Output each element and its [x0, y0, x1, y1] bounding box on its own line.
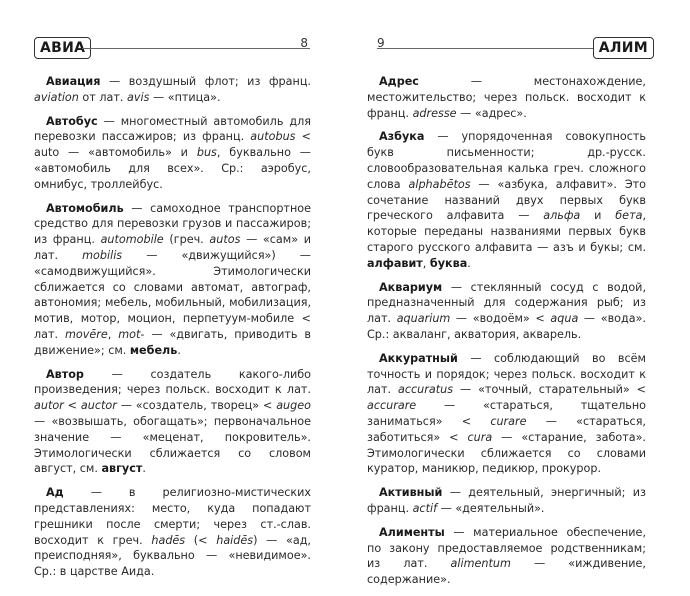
definition-text: — «азбука, алфавит». Это сочетание названий двух первых букв греческого алфавита —: [367, 177, 646, 223]
definition-text: .: [467, 256, 471, 270]
dictionary-entry: [34, 485, 311, 580]
headword: Ад: [46, 486, 64, 500]
definition-text: — воздушный флот; из франц.: [100, 75, 311, 88]
dictionary-entry: [34, 367, 311, 478]
definition-text: (греч.: [163, 233, 210, 247]
definition-text: — создатель какого-либо произведения; через польск. восходит к лат.: [34, 367, 311, 397]
definition-text: ,: [107, 327, 119, 341]
etymon: automobile: [100, 233, 164, 247]
etymon: actif: [412, 501, 438, 515]
definition-text: — «точный, старательный» <: [453, 383, 646, 397]
definition-text: — деятельный, энергичный; из франц.: [367, 486, 646, 515]
dictionary-entry: [367, 74, 646, 121]
etymon: alphabētos: [408, 177, 471, 191]
header-rule: [377, 48, 604, 49]
cross-reference: алфавит: [367, 256, 423, 270]
left-page-header: [34, 37, 310, 59]
etymon: mobilis: [82, 248, 123, 262]
etymon: adresse: [412, 106, 457, 120]
right-page: [345, 0, 690, 587]
definition-text: — «вода». Ср.: акваланг, акватория, акварель.: [367, 312, 646, 341]
definition-text: — «старание, забота». Этимологически сближается со словами куратор, маникюр, педикюр, прокурор.: [367, 430, 646, 476]
headword: Алименты: [379, 525, 445, 539]
headword: Авиация: [46, 75, 101, 88]
definition-text: — в религиозно-мистических представлениях: место, куда попадают грешники после смерти; через ст.-слав. восходит к греч.: [34, 486, 311, 547]
etymon: aquarium: [396, 312, 451, 326]
guide-word-box: АЛИМ: [593, 37, 654, 59]
definition-text: <: [63, 399, 81, 413]
headword: Аквариум: [379, 280, 443, 294]
dictionary-entry: [367, 485, 646, 517]
definition-text: — стеклянный сосуд с водой, предназначенный для содержания рыб; из лат.: [367, 280, 646, 326]
etymon: autobus: [250, 130, 296, 144]
definition-text: — «иждивение, содержание».: [367, 557, 646, 587]
definition-text: — «птица».: [149, 90, 221, 104]
headword: Аккуратный: [379, 351, 458, 365]
definition-text: — «адрес».: [456, 106, 527, 120]
right-page-header: [377, 37, 654, 59]
etymon: bus: [196, 146, 217, 160]
etymon: accuratus: [398, 383, 454, 397]
etymon: curare: [490, 414, 527, 428]
headword: Автомобиль: [46, 201, 124, 215]
etymon: hadēs: [151, 533, 186, 547]
header-rule: [82, 48, 310, 49]
definition-text: — «создатель, творец» <: [116, 399, 277, 413]
definition-text: — «водоём» <: [450, 312, 551, 326]
etymon: autos: [209, 233, 241, 247]
definition-text: — «сам» и лат.: [34, 233, 311, 262]
definition-text: — упорядоченная совокупность букв письменности; др.-русск. словообразовательная калька греч. сложного слова: [367, 130, 646, 191]
headword: Активный: [379, 486, 443, 500]
dictionary-entry: [34, 74, 311, 106]
etymon: augeo: [276, 399, 311, 413]
etymon: autor: [34, 399, 64, 413]
definition-text: — «возвышать, обогащать»; первоначальное значение — «меценат, покровитель». Этимологически сближается со словом август, см.: [34, 414, 311, 476]
definition-text: — соблюдающий во всём точность и порядок; через польск. восходит к лат.: [367, 351, 646, 397]
definition-text: , буквально — «автомобиль для всех». Ср.: аэробус, омнибус, троллейбус.: [34, 146, 311, 191]
etymon: accurare: [367, 399, 417, 413]
definition-text: .: [142, 462, 146, 476]
dictionary-entry: [34, 114, 311, 193]
etymon: mot-: [118, 327, 145, 341]
definition-text: — «деятельный».: [437, 501, 545, 515]
etymon: aviation: [34, 90, 79, 104]
headword: Автор: [46, 367, 84, 381]
right-page-body: [367, 74, 646, 596]
guide-word-box: АВИА: [34, 37, 91, 59]
dictionary-entry: [367, 351, 646, 477]
definition-text: — «стараться, тщательно заниматься» <: [367, 399, 646, 428]
etymon: aqua: [550, 312, 579, 326]
left-page-body: [34, 74, 311, 588]
definition-text: — «стараться, заботиться» <: [367, 414, 646, 444]
etymon: movēre: [65, 327, 108, 341]
etymon: alimentum: [450, 557, 511, 571]
etymon: бета: [615, 209, 643, 223]
definition-text: — самоходное транспортное средство для перевозки грузов и пассажиров; из франц.: [34, 201, 311, 247]
definition-text: — «двигать, приводить в движение»; см.: [34, 327, 312, 357]
headword: Азбука: [379, 130, 425, 144]
etymon: avis: [127, 90, 150, 104]
definition-text: < auto — «автомобиль» и: [34, 130, 311, 160]
headword: Автобус: [46, 114, 98, 128]
cross-reference: август: [101, 462, 143, 476]
definition-text: — многоместный автомобиль для перевозки пассажиров; из франц.: [34, 114, 311, 144]
dictionary-entry: [34, 201, 311, 359]
definition-text: — материальное обеспечение, по закону предоставляемое родственникам; из лат.: [367, 525, 646, 571]
etymon: cura: [467, 430, 493, 444]
definition-text: — местонахождение, местожительство; через польск. восходит к франц.: [367, 75, 646, 120]
etymon: haidēs: [216, 533, 254, 547]
definition-text: и: [580, 209, 616, 223]
definition-text: ,: [422, 256, 430, 270]
headword: Адрес: [379, 75, 419, 88]
definition-text: , которые переданы названиями первых букв старого русского алфавита — азъ и букы; см.: [367, 209, 646, 254]
definition-text: ) — «ад, преисподняя», буквально — «невидимое». Ср.: в царстве Аида.: [34, 533, 311, 579]
page-number: 9: [377, 36, 385, 50]
etymon: альфа: [543, 209, 581, 223]
dictionary-entry: [367, 129, 646, 271]
definition-text: — «движущийся») — «самодвижущийся». Этимологически сближается со словами автомат, автограф, автономия; мебель, мобильный, мобилизация, мотив, мотор, моцион, перпетуум-мобиле < лат.: [34, 248, 311, 341]
dictionary-entry: [367, 280, 646, 343]
definition-text: от лат.: [78, 90, 127, 104]
cross-reference: мебель: [129, 343, 178, 357]
page-number: 8: [300, 36, 308, 50]
cross-reference: буква: [429, 256, 468, 270]
definition-text: .: [177, 343, 181, 357]
etymon: auctor: [80, 399, 117, 413]
definition-text: (<: [185, 533, 217, 547]
left-page: [0, 0, 345, 579]
dictionary-entry: [367, 525, 646, 588]
